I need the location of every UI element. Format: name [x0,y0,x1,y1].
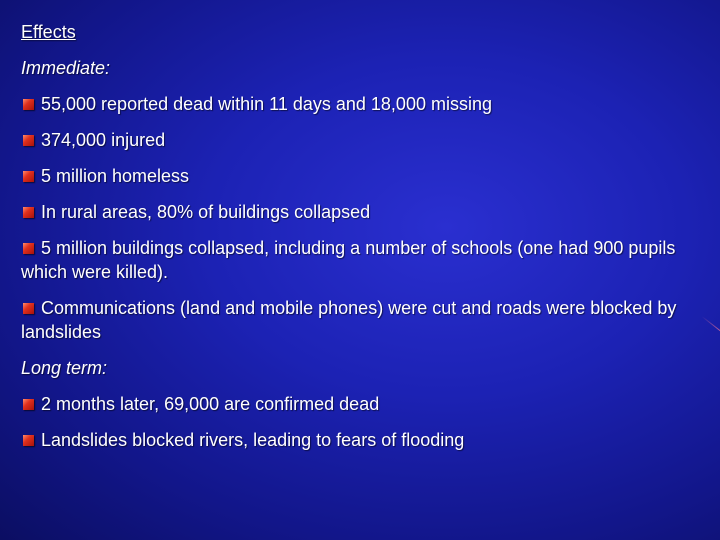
list-item: Communications (land and mobile phones) were cut and roads were blocked by landslides [21,298,677,342]
section-heading-long-term: Long term: [21,358,108,378]
slide-content [21,20,711,452]
section-heading-immediate: Immediate: [21,58,111,78]
list-item: Landslides blocked rivers, leading to fears of flooding [21,428,711,452]
list-item: 55,000 reported dead within 11 days and 18,000 missing [21,92,711,116]
square-bullet-icon [23,399,34,410]
list-item: 2 months later, 69,000 are confirmed dead [21,392,711,416]
square-bullet-icon [23,243,34,254]
square-bullet-icon [23,303,34,314]
list-item: 5 million homeless [21,164,711,188]
list-item: 5 million buildings collapsed, including a number of schools (one had 900 pupils which were killed). [21,238,676,282]
slide-title: Effects [21,22,76,42]
square-bullet-icon [23,171,34,182]
square-bullet-icon [23,207,34,218]
list-item: 374,000 injured [21,128,711,152]
square-bullet-icon [23,435,34,446]
list-item: In rural areas, 80% of buildings collapsed [21,200,711,224]
square-bullet-icon [23,99,34,110]
square-bullet-icon [23,135,34,146]
